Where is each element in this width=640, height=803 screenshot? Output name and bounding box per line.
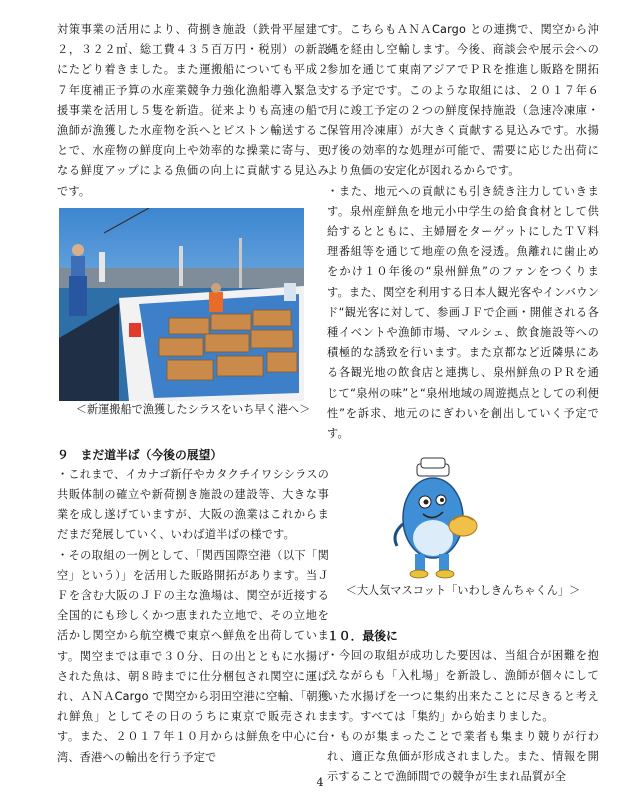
mascot-illustration bbox=[381, 454, 491, 582]
section-10-paragraph-2: ・ものが集まったことで業者も集まり競りが行われ、適正な魚価が形成されました。また、情報を開示することで漁師間での競争が生まれ品質が全 bbox=[327, 730, 599, 784]
intro-paragraph: 対策事業の活用により、荷捌き施設（鉄骨平屋建て２，３２２㎡、総工費４３５百万円・税別）の新設にたどり着きました。また運搬船についても平成２７年度補正予算の水産業競争力強化漁船導入緊急支援事業を活用し５隻を新造。従来よりも高速の船で漁師が漁獲した水産物を浜へとピストン輸送することで、水産物の鮮度向上や効率的な操業に寄与、更なる鮮度アップによる魚価の向上に貢献する見込みです。 bbox=[57, 23, 329, 198]
section-9-paragraph-2: ・その取組の一例として、「関西国際空港（以下「関空」という）」を活用した販路開拓があります。当ＪＦを含む大阪のＪＦの主な漁場は、関空が近接する全国的にも珍しくかつ恵まれた立地で、その立地を活かし関空から航空機で東京へ鮮魚を出荷しています。関空までは車で３０分、日の出とともに水揚げされた魚は、朝８時までに仕分梱包され関空に運ばれ、ＡＮＡCargo で関空から羽田空港に空輸、「朝獲れ鮮魚」としてその日のうちに東京で販売されます。また、２０１７年１０月からは鮮魚を中心に台湾、香港への輸出を行う予定で bbox=[57, 548, 329, 764]
mascot-caption: ＜大人気マスコット「いわしきんちゃくん」＞ bbox=[345, 584, 581, 598]
right-column bbox=[327, 20, 599, 788]
spacer bbox=[327, 600, 599, 626]
section-9-heading: ９ まだ道半ば（今後の展望） bbox=[57, 447, 223, 462]
page-number: 4 bbox=[316, 776, 324, 789]
photo-caption: ＜新運搬船で漁獲したシラスをいち早く港へ＞ bbox=[75, 402, 311, 416]
left-column bbox=[57, 20, 329, 768]
local-contribution-paragraph: ・また、地元への貢献にも引き続き注力していきます。泉州産鮮魚を地元小中学生の給食食材として供給するとともに、主婦層をターゲットにしたＴＶ料理番組等を通じて地産の魚を浸透。魚離れに歯止めをかけ１０年後の“泉州鮮魚”のファンをつくります。また、関空を利用する日本人観光客やインバウンド“観光客に対して、参画ＪＦで企画・開催される各種イベントや漁師市場、マルシェ、飲食施設等への積極的な誘致を行います。また京都など近隣県にある各観光地の飲食店と連携し、泉州鮮魚のＰＲを通じて“泉州の味”と“泉州地域の周遊拠点としての利便性”を訴求、地元のにぎわいを創出していく予定です。 bbox=[327, 184, 599, 441]
fishing-boat-photo bbox=[59, 208, 304, 401]
continuation-paragraph: す。こちらもＡＮＡCargo との連携で、関空から沖縄を経由し空輸します。今後、商談会や展示会への参加を通じて東南アジアでＰＲを推進し販路を開拓する予定です。このような取組には、２０１７年６月に竣工予定の２つの鮮度保持施設（急速冷凍庫・保管用冷凍庫）が大きく貢献する見込みです。水揚げ後の効率的な処理が可能で、需要に応じた出荷により魚価の安定化が図れるからです。 bbox=[327, 23, 599, 178]
spacer bbox=[57, 419, 329, 445]
section-10-heading: １０．最後に bbox=[327, 629, 398, 644]
section-9-paragraph-1: ・これまで、イカナゴ新仔やカタクチイワシシラスの共販体制の確立や新荷捌き施設の建設等、大きな事業を成し遂げていますが、大阪の漁業はこれからまだまだ発展していく、いわば道半ばの様です。 bbox=[57, 467, 329, 542]
section-10-paragraph-1: ・今回の取組が成功した要因は、当組合が困難を抱えながらも「入札場」を新設し、漁師が個々にしていた水揚げを一つに集約出来たことに尽きると考えます。すべては「集約」から始まりました。 bbox=[327, 649, 599, 723]
